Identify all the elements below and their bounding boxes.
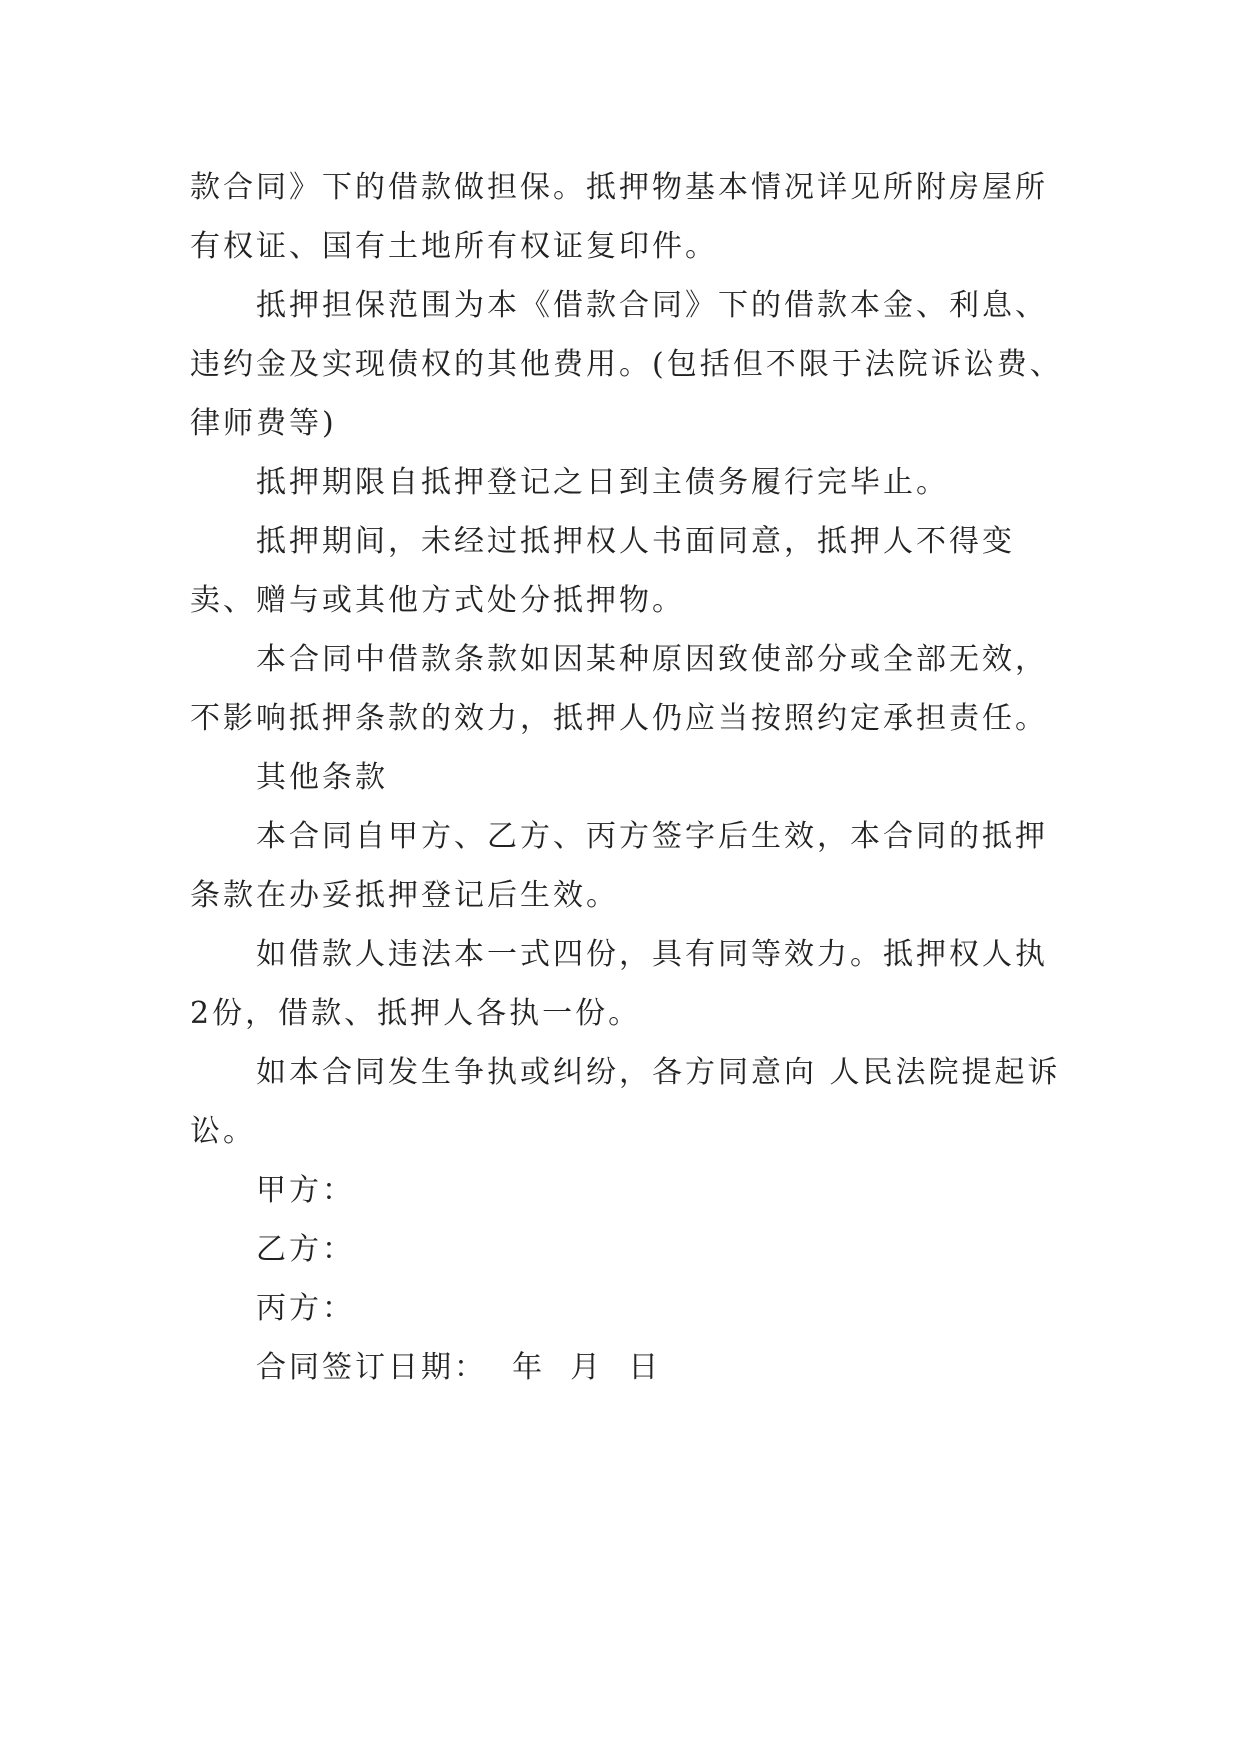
signature-party-a: 甲方： <box>256 1173 355 1208</box>
document-body <box>190 158 1070 1397</box>
signature-party-b: 乙方： <box>256 1232 355 1267</box>
paragraph-9: 如本合同发生争执或纠纷，各方同意向 人民法院提起诉讼。 <box>190 1055 1061 1149</box>
paragraph-2: 抵押担保范围为本《借款合同》下的借款本金、利息、违约金及实现债权的其他费用。(包括但不限于法院诉讼费、律师费等) <box>190 288 1063 441</box>
paragraph-4: 抵押期间，未经过抵押权人书面同意，抵押人不得变卖、赠与或其他方式处分抵押物。 <box>190 524 1015 618</box>
section-heading-other-clauses: 其他条款 <box>256 760 388 795</box>
signature-party-c: 丙方： <box>256 1291 355 1326</box>
paragraph-1: 款合同》下的借款做担保。抵押物基本情况详见所附房屋所有权证、国有土地所有权证复印件。 <box>190 170 1048 264</box>
paragraph-8: 如借款人违法本一式四份，具有同等效力。抵押权人执2份，借款、抵押人各执一份。 <box>190 937 1048 1031</box>
paragraph-3: 抵押期限自抵押登记之日到主债务履行完毕止。 <box>256 465 949 500</box>
signing-date: 合同签订日期： 年 月 日 <box>256 1350 662 1385</box>
paragraph-7: 本合同自甲方、乙方、丙方签字后生效，本合同的抵押条款在办妥抵押登记后生效。 <box>190 819 1048 913</box>
paragraph-5: 本合同中借款条款如因某种原因致使部分或全部无效，不影响抵押条款的效力，抵押人仍应当按照约定承担责任。 <box>190 642 1048 736</box>
